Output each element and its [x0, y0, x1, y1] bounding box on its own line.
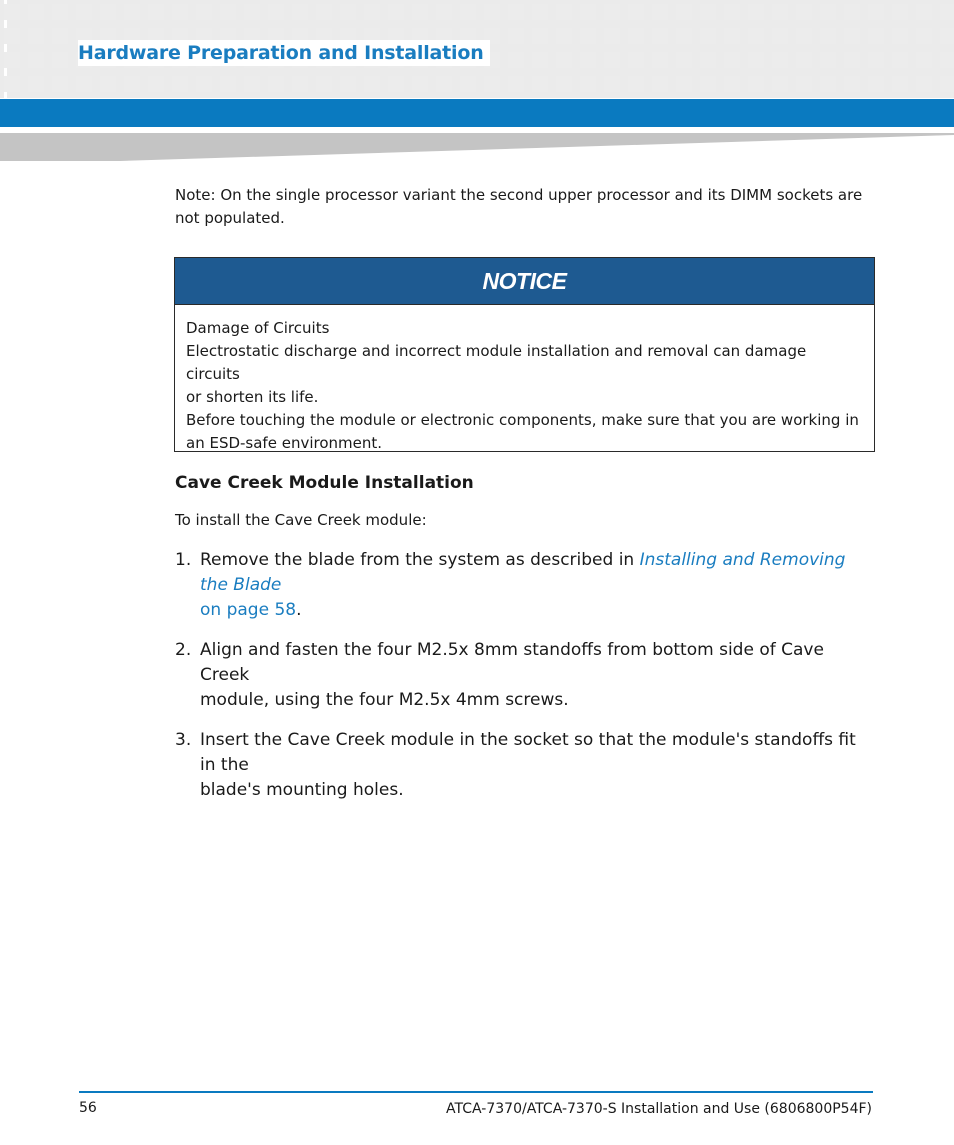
pattern-square	[340, 76, 356, 92]
pattern-square	[4, 4, 20, 20]
pattern-square	[4, 52, 20, 68]
pattern-square	[724, 4, 740, 20]
installation-steps	[175, 548, 875, 818]
pattern-square	[628, 76, 644, 92]
pattern-square	[580, 52, 596, 68]
step-item	[175, 728, 875, 803]
notice-line: Before touching the module or electronic components, make sure that you are working in	[186, 411, 859, 429]
pattern-square	[652, 4, 668, 20]
pattern-square	[868, 76, 884, 92]
pattern-square	[700, 4, 716, 20]
pattern-square	[748, 28, 764, 44]
pattern-square	[652, 76, 668, 92]
notice-body	[175, 305, 874, 455]
pattern-square	[412, 4, 428, 20]
step-item	[175, 548, 875, 623]
pattern-square	[436, 4, 452, 20]
pattern-square	[532, 4, 548, 20]
page-number: 56	[79, 1100, 97, 1116]
pattern-square	[940, 76, 954, 92]
footer-rule	[79, 1091, 873, 1093]
pattern-square	[52, 52, 68, 68]
step-text: Align and fasten the four M2.5x 8mm standoffs from bottom side of Cave Creek	[200, 640, 824, 685]
step-number: 1.	[175, 550, 192, 570]
page-reference-link[interactable]: on page 58	[200, 600, 297, 620]
pattern-square	[604, 52, 620, 68]
pattern-square	[124, 4, 140, 20]
pattern-square	[700, 76, 716, 92]
pattern-square	[748, 52, 764, 68]
header-gray-swoosh	[0, 127, 954, 163]
pattern-square	[124, 76, 140, 92]
pattern-square	[580, 4, 596, 20]
pattern-square	[628, 4, 644, 20]
pattern-square	[892, 4, 908, 20]
pattern-square	[748, 4, 764, 20]
pattern-square	[52, 28, 68, 44]
pattern-square	[580, 76, 596, 92]
pattern-square	[220, 76, 236, 92]
pattern-square	[796, 28, 812, 44]
pattern-square	[604, 76, 620, 92]
pattern-square	[316, 4, 332, 20]
pattern-square	[868, 4, 884, 20]
pattern-square	[52, 4, 68, 20]
pattern-square	[724, 28, 740, 44]
step-text: blade's mounting holes.	[200, 780, 404, 800]
pattern-square	[364, 76, 380, 92]
pattern-square	[316, 76, 332, 92]
step-text: .	[296, 600, 302, 620]
pattern-square	[532, 52, 548, 68]
step-text: Insert the Cave Creek module in the socket so that the module's standoffs fit in the	[200, 730, 856, 775]
pattern-square	[148, 4, 164, 20]
pattern-square	[556, 28, 572, 44]
pattern-square	[508, 28, 524, 44]
pattern-square	[76, 76, 92, 92]
notice-header	[175, 258, 874, 305]
pattern-square	[892, 52, 908, 68]
pattern-square	[700, 28, 716, 44]
pattern-square	[532, 76, 548, 92]
pattern-square	[652, 28, 668, 44]
step-number: 2.	[175, 640, 192, 660]
pattern-square	[796, 52, 812, 68]
step-text: module, using the four M2.5x 4mm screws.	[200, 690, 569, 710]
pattern-square	[220, 4, 236, 20]
pattern-square	[676, 52, 692, 68]
pattern-square	[484, 76, 500, 92]
pattern-square	[268, 4, 284, 20]
pattern-square	[388, 76, 404, 92]
pattern-square	[460, 76, 476, 92]
pattern-square	[844, 28, 860, 44]
pattern-square	[820, 28, 836, 44]
pattern-square	[196, 76, 212, 92]
chapter-title: Hardware Preparation and Installation	[78, 40, 490, 66]
pattern-square	[628, 28, 644, 44]
pattern-square	[508, 4, 524, 20]
cross-reference-link[interactable]: Installing and Removing the Blade	[200, 550, 846, 595]
pattern-square	[940, 52, 954, 68]
gray-swoosh-shape	[0, 133, 954, 161]
pattern-square	[940, 4, 954, 20]
pattern-square	[916, 52, 932, 68]
pattern-square	[100, 76, 116, 92]
pattern-square	[388, 4, 404, 20]
pattern-square	[484, 4, 500, 20]
section-heading: Cave Creek Module Installation	[175, 473, 474, 493]
pattern-square	[508, 52, 524, 68]
pattern-square	[916, 4, 932, 20]
pattern-square	[820, 76, 836, 92]
pattern-square	[28, 4, 44, 20]
pattern-square	[868, 28, 884, 44]
pattern-square	[28, 52, 44, 68]
note-paragraph	[175, 184, 875, 230]
notice-title: NOTICE	[482, 267, 567, 294]
pattern-square	[820, 4, 836, 20]
step-item	[175, 638, 875, 713]
pattern-square	[772, 76, 788, 92]
pattern-square	[268, 76, 284, 92]
pattern-square	[796, 4, 812, 20]
document-title: ATCA-7370/ATCA-7370-S Installation and Use (6806800P54F)	[446, 1101, 872, 1117]
pattern-square	[364, 4, 380, 20]
pattern-square	[604, 28, 620, 44]
pattern-square	[676, 76, 692, 92]
pattern-square	[724, 52, 740, 68]
pattern-square	[52, 76, 68, 92]
pattern-square	[244, 4, 260, 20]
notice-line: an ESD-safe environment.	[186, 434, 383, 452]
pattern-square	[556, 76, 572, 92]
pattern-square	[868, 52, 884, 68]
pattern-square	[4, 76, 20, 92]
pattern-square	[772, 4, 788, 20]
pattern-square	[508, 76, 524, 92]
notice-line: or shorten its life.	[186, 388, 319, 406]
pattern-square	[556, 52, 572, 68]
pattern-square	[100, 4, 116, 20]
section-intro: To install the Cave Creek module:	[175, 511, 427, 529]
note-line: Note: On the single processor variant the second upper processor and its DIMM sockets are	[175, 186, 863, 204]
pattern-square	[28, 76, 44, 92]
notice-box	[174, 257, 875, 452]
pattern-square	[628, 52, 644, 68]
step-number: 3.	[175, 730, 192, 750]
pattern-square	[172, 4, 188, 20]
step-text: Remove the blade from the system as described in	[200, 550, 640, 570]
pattern-square	[916, 76, 932, 92]
pattern-square	[436, 76, 452, 92]
pattern-square	[844, 4, 860, 20]
pattern-square	[76, 4, 92, 20]
pattern-square	[196, 4, 212, 20]
pattern-square	[340, 4, 356, 20]
pattern-square	[676, 4, 692, 20]
pattern-square	[772, 28, 788, 44]
notice-line: Electrostatic discharge and incorrect module installation and removal can damage circuits	[186, 342, 807, 383]
pattern-square	[4, 28, 20, 44]
pattern-square	[652, 52, 668, 68]
pattern-square	[700, 52, 716, 68]
pattern-square	[604, 4, 620, 20]
pattern-square	[172, 76, 188, 92]
pattern-square	[724, 76, 740, 92]
pattern-square	[292, 76, 308, 92]
pattern-square	[796, 76, 812, 92]
pattern-square	[892, 76, 908, 92]
pattern-square	[412, 76, 428, 92]
pattern-square	[532, 28, 548, 44]
notice-line: Damage of Circuits	[186, 319, 330, 337]
pattern-square	[844, 52, 860, 68]
pattern-square	[772, 52, 788, 68]
header-blue-bar	[0, 99, 954, 127]
pattern-square	[460, 4, 476, 20]
pattern-square	[892, 28, 908, 44]
pattern-square	[556, 4, 572, 20]
pattern-square	[580, 28, 596, 44]
pattern-square	[820, 52, 836, 68]
pattern-square	[28, 28, 44, 44]
pattern-square	[940, 28, 954, 44]
pattern-square	[292, 4, 308, 20]
note-line: not populated.	[175, 209, 285, 227]
pattern-square	[244, 76, 260, 92]
pattern-square	[148, 76, 164, 92]
pattern-square	[676, 28, 692, 44]
pattern-square	[916, 28, 932, 44]
pattern-square	[844, 76, 860, 92]
pattern-square	[748, 76, 764, 92]
